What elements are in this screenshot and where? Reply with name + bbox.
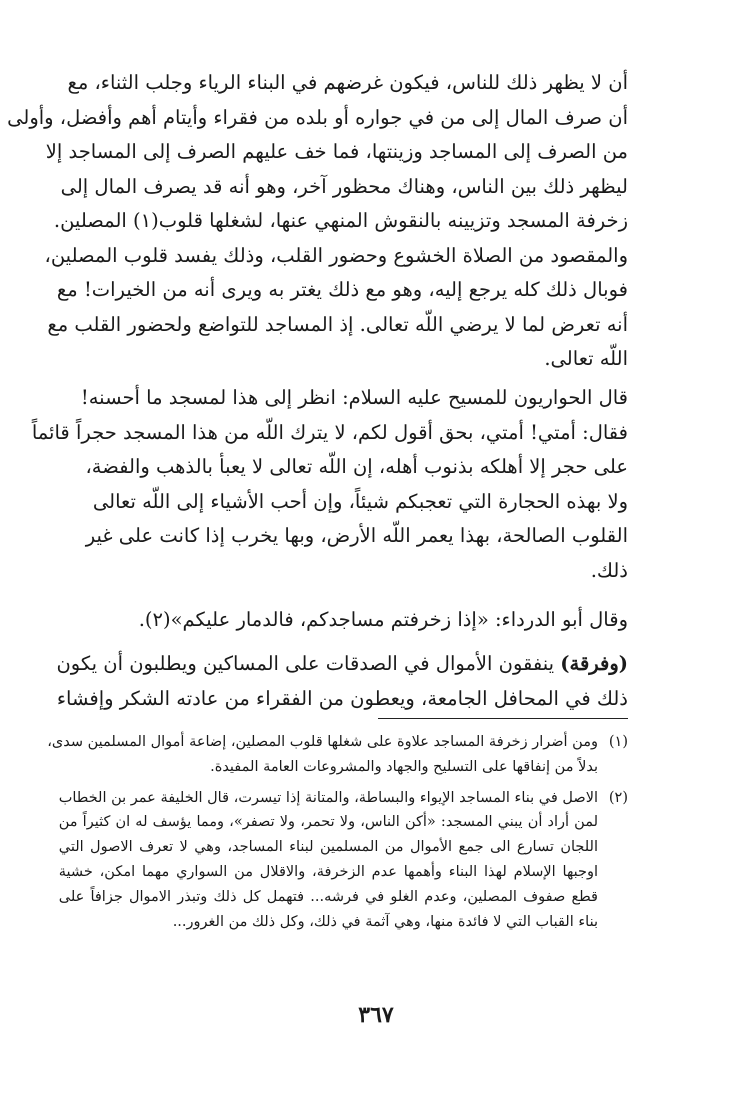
text-line: قال الحواريون للمسيح عليه السلام: انظر إلى هذا لمسجد ما أحسنه! (80, 386, 628, 409)
text-line: ولا بهذه الحجارة التي تعجبكم شيئاً، وإن أحب الأشياء إلى اللّه تعالى (92, 489, 628, 513)
footnote-body (59, 786, 598, 935)
text-line: والمقصود من الصلاة الخشوع وحضور القلب، وذلك يفسد قلوب المصلين، (44, 243, 628, 267)
text-line: زخرفة المسجد وتزيينه بالنقوش المنهي عنها، لشغلها قلوب(١) المصلين. (53, 209, 628, 232)
text-line: أن صرف المال إلى من في جواره أو بلده من فقراء وأيتام أهم وأفضل، وأولى (7, 105, 628, 129)
footnote-divider (378, 718, 628, 719)
footnote-number: (١) (608, 734, 628, 750)
footnote-body (47, 730, 598, 780)
footnotes (47, 730, 628, 940)
text-line: اللّه تعالى. (544, 347, 628, 370)
paragraph-lead: (وفرقة) (560, 652, 628, 675)
footnote-line: ومن أضرار زخرفة المساجد علاوة على شغلها قلوب المصلين، إضاعة أموال المسلمين سدى، (47, 734, 598, 750)
footnote-line: اوجبها الإسلام لهذا البناء وأهمها عدم الزخرفة، والاقلال من السواري مهما امكن، خشية (58, 863, 598, 880)
footnote-number: (٢) (608, 789, 628, 806)
footnote-line: الاصل في بناء المساجد الإيواء والبساطة، والمتانة إذا تيسرت، قال الخليفة عمر بن الخطاب (58, 789, 598, 806)
text-line: ذلك في المحافل الجامعة، ويعطون من الفقراء من عادته الشكر وإفشاء (56, 686, 628, 710)
text-line-rest: ينفقون الأموال في الصدقات على المساكين ويطلبون أن يكون (56, 652, 561, 675)
text-line: على حجر إلا أهلكه بذنوب أهله، إن اللّه تعالى لا يعبأ بالذهب والفضة، (85, 455, 628, 478)
footnote-line: اللجان تسارع الى جمع الأموال من المسلمين لبناء المساجد، وهي لا تعرف الاصول التي (58, 839, 598, 856)
footnote-line: بدلاً من إنفاقها على التسليح والجهاد والمشروعات العامة المفيدة. (210, 758, 598, 775)
footnote-1 (47, 730, 628, 780)
text-line: ذلك. (590, 558, 628, 582)
text-line: وقال أبو الدرداء: «إذا زخرفتم مساجدكم، فالدمار عليكم»(٢). (138, 608, 628, 631)
footnote-line: بناء القباب التي لا فائدة منها، وهي آثمة في ذلك، وكل ذلك من الغرور... (172, 913, 598, 930)
text-line: من الصرف إلى المساجد وزينتها، فما خف عليهم الصرف إلى المساجد إلا (45, 140, 628, 163)
text-line: ليظهر ذلك بين الناس، وهناك محظور آخر، وهو أنه قد يصرف المال إلى (60, 174, 628, 198)
footnote-line: لمن أراد أن يبني المسجد: «أكن الناس، ولا تحمر، ولا تصفر»، ومما يؤسف له ان كثيراً من (58, 814, 598, 831)
footnote-2 (58, 786, 628, 935)
text-line: فقال: أمتي! أمتي، بحق أقول لكم، لا يترك اللّه من هذا المسجد حجراً قائماً (31, 420, 628, 444)
paragraph-1 (7, 66, 628, 377)
text-line: القلوب الصالحة، بهذا يعمر اللّه الأرض، وبها يخرب إذا كانت على غير (85, 524, 628, 547)
text-line: فوبال ذلك كله يرجع إليه، وهو مع ذلك يغتر به ويرى أنه من الخيرات! مع (56, 278, 628, 301)
paragraph-4 (56, 647, 628, 716)
paragraph-2 (31, 381, 628, 588)
text-line: أن لا يظهر ذلك للناس، فيكون غرضهم في البناء الرياء وجلب الثناء، مع (67, 71, 628, 94)
paragraph-3 (104, 603, 628, 638)
text-line: أنه تعرض لما لا يرضي اللّه تعالى. إذ المساجد للتواضع ولحضور القلب مع (47, 312, 628, 336)
page-number: ٣٦٧ (358, 1002, 394, 1028)
footnote-line: قطع صفوف المصلين، وعدم الغلو في فرشه... فتهمل كل ذلك وتبذر الاموال جزافاً على (58, 888, 598, 905)
text-line (56, 647, 628, 682)
